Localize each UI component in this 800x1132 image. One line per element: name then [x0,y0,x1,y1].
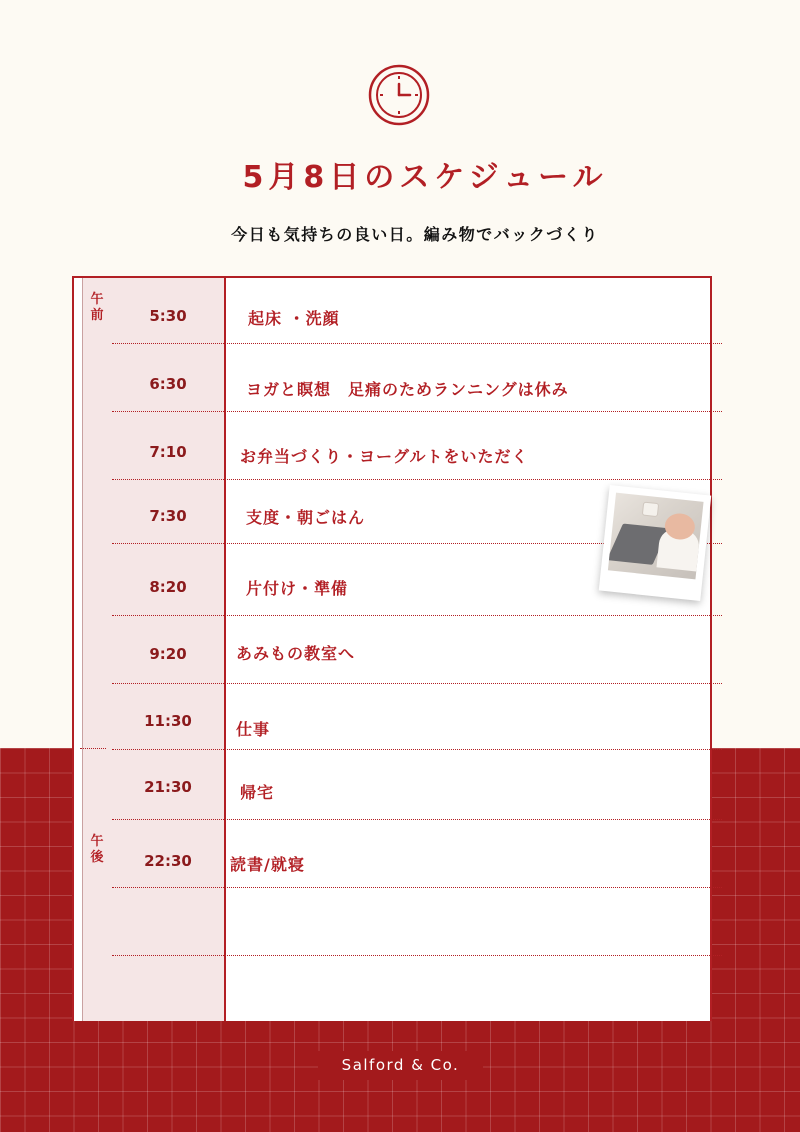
row-divider [112,615,722,616]
time-cell: 8:20 [149,578,187,596]
laptop-desk-photo [599,485,712,601]
ampm-divider [80,748,106,749]
row-divider [112,683,722,684]
task-cell: ヨガと瞑想 足痛のためランニングは休み [246,380,569,399]
time-cell: 6:30 [149,375,187,393]
schedule-sheet [72,276,712,1021]
task-cell: 支度・朝ごはん [246,508,366,527]
row-divider [112,749,722,750]
row-divider [112,479,722,480]
row-divider [112,819,722,820]
task-cell: 帰宅 [240,783,275,802]
time-cell: 5:30 [149,307,187,325]
time-cell: 22:30 [144,852,192,870]
page-subtitle: 今日も気持ちの良い日。編み物でバックづくり [231,225,599,244]
row-divider [112,887,722,888]
photo-image [608,493,704,580]
task-cell: 片付け・準備 [246,579,349,598]
task-cell: 起床 ・洗顔 [248,309,340,328]
task-cell: 読書/就寝 [230,855,305,874]
clock-icon [368,64,430,126]
time-cell: 11:30 [144,712,192,730]
row-divider [112,343,722,344]
time-cell: 9:20 [149,645,187,663]
task-cell: あみもの教室へ [236,644,356,663]
am-label: 午 前 [90,292,104,323]
row-divider [112,411,722,412]
row-divider [112,955,722,956]
page-title: 5月8日のスケジュール [242,160,608,195]
time-cell: 21:30 [144,778,192,796]
pm-label: 午 後 [90,834,104,865]
time-cell: 7:10 [149,443,187,461]
mug-shape [642,502,659,518]
time-cell: 7:30 [149,507,187,525]
task-cell: 仕事 [236,720,271,739]
ampm-column [82,278,114,1021]
brand-label: Salford & Co. [318,1051,483,1080]
task-cell: お弁当づくり・ヨーグルトをいただく [240,447,529,466]
